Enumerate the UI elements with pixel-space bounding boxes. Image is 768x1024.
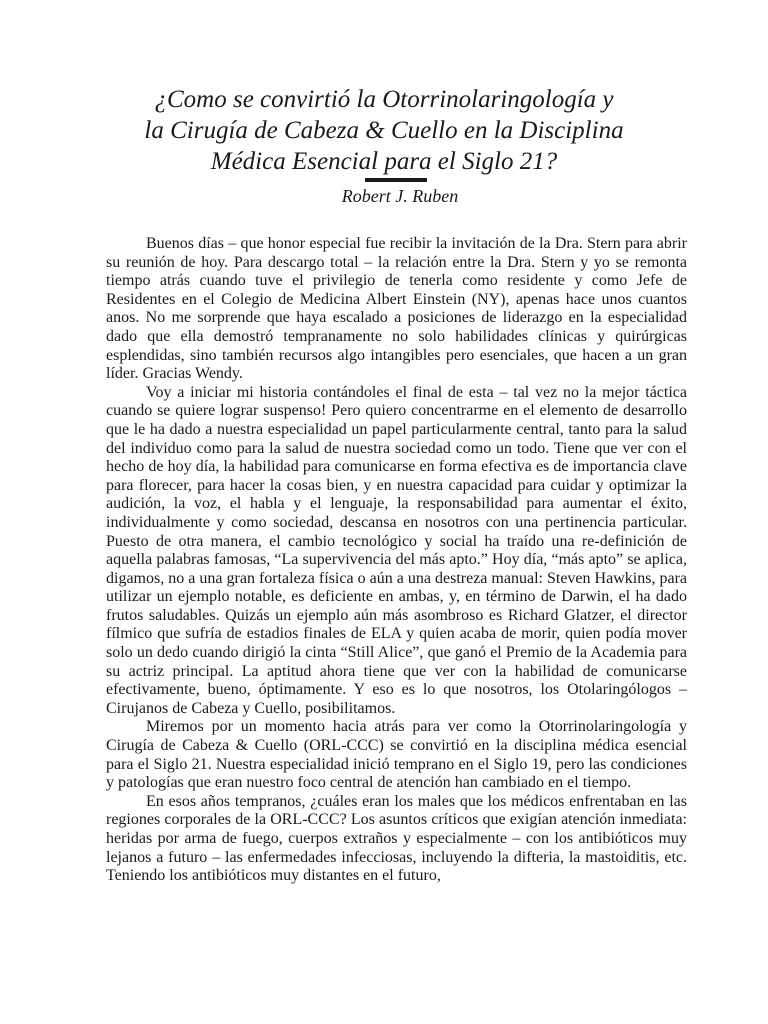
title-line: Médica Esencial para el Siglo 21?	[210, 148, 558, 175]
title-line: la Cirugía de Cabeza & Cuello en la Disciplina	[144, 117, 624, 144]
body-paragraph: Voy a iniciar mi historia contándoles el final de esta – tal vez no la mejor táctica cuando se quiere lograr suspenso! Pero quiero concentrarme en el elemento de desarrollo que le ha dado a nuestra especialidad un papel particularmente central, tanto para la salud del individuo como para la salud de nuestra sociedad como un todo. Tiene que ver con el hecho de hoy día, la habilidad para comunicarse en forma efectiva es de importancia clave para florecer, para hacer la cosas bien, y en nuestra capacidad para cuidar y optimizar la audición, la voz, el habla y el lenguaje, la responsabilidad para aumentar el éxito, individualmente y como sociedad, descansa en nosotros con una pertinencia particular. Puesto de otra manera, el cambio tecnológico y social ha traído una re-definición de aquella palabras famosas, “La supervivencia del más apto.” Hoy día, “más apto” se aplica, digamos, no a una gran fortaleza física o aún a una destreza manual: Steven Hawkins, para utilizar un ejemplo notable, es deficiente en ambas, y, en término de Darwin, el ha dado frutos saludables. Quizás un ejemplo aún más asombroso es Richard Glatzer, el director fílmico que sufría de estadios finales de ELA y quien acaba de morir, quien podía mover solo un dedo cuando dirigió la cinta “Still Alice”, que ganó el Premio de la Academia para su actriz principal. La aptitud ahora tiene que ver con la habilidad de comunicarse efectivamente, bueno, óptimamente. Y eso es lo que nosotros, los Otolaringólogos – Cirujanos de Cabeza y Cuello, posibilitamos.	[106, 383, 687, 717]
article-body	[106, 235, 687, 886]
article-title	[84, 84, 684, 177]
author-name: Robert J. Ruben	[341, 186, 459, 206]
body-paragraph: En esos años tempranos, ¿cuáles eran los males que los médicos enfrentaban en las regiones corporales de la ORL-CCC? Los asuntos críticos que exigían atención inmediata: heridas por arma de fuego, cuerpos extraños y especialmente – con los antibióticos muy lejanos a futuro – las enfermedades infecciosas, incluyendo la difteria, la mastoiditis, etc. Teniendo los antibióticos muy distantes en el futuro,	[106, 792, 687, 885]
title-divider	[365, 178, 427, 182]
body-paragraph: Miremos por un momento hacia atrás para ver como la Otorrinolaringología y Cirugía de Cabeza & Cuello (ORL-CCC) se convirtió en la disciplina médica esencial para el Siglo 21. Nuestra especialidad inició temprano en el Siglo 19, pero las condiciones y patologías que eran nuestro foco central de atención han cambiado en el tiempo.	[106, 718, 687, 792]
body-paragraph: Buenos días – que honor especial fue recibir la invitación de la Dra. Stern para abrir su reunión de hoy. Para descargo total – la relación entre la Dra. Stern y yo se remonta tiempo atrás cuando tuve el privilegio de tenerla como residente y como Jefe de Residentes en el Colegio de Medicina Albert Einstein (NY), apenas hace unos cuantos anos. No me sorprende que haya escalado a posiciones de liderazgo en la especialidad dado que ella demostró tempranamente no solo habilidades clínicas y quirúrgicas esplendidas, sino también recursos algo intangibles pero esenciales, que hacen a un gran líder. Gracias Wendy.	[106, 235, 687, 383]
title-line: ¿Como se convirtió la Otorrinolaringología y	[154, 86, 614, 113]
